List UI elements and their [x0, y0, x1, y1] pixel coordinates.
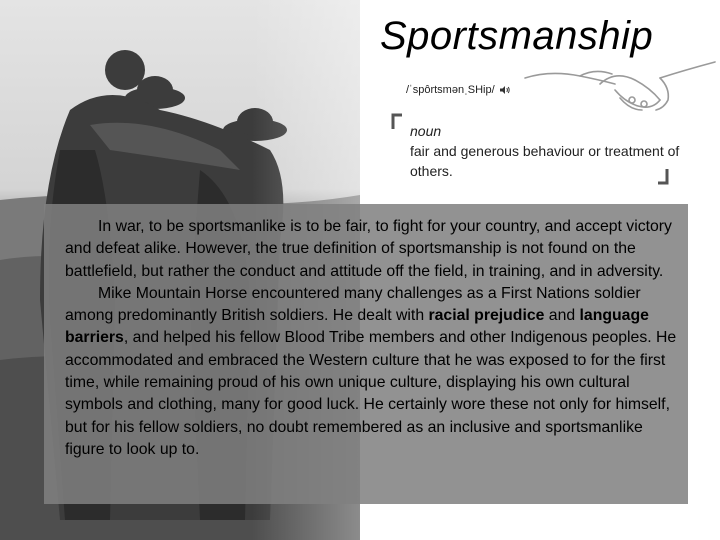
essay-bold-racial-prejudice: racial prejudice	[428, 307, 545, 325]
essay-paragraph-1: In war, to be sportsmanlike is to be fair, to fight for your country, and accept victory and defeat alike. However, the true definition of sportsmanship is not found on the battlefield, but rather the conduct and attitude off the field, in training, and in adversity.	[65, 218, 672, 280]
pronunciation-text: /ˈspôrtsmənˌSHip/	[406, 84, 495, 96]
speaker-icon[interactable]	[499, 85, 511, 95]
essay-p2-part3: , and helped his fellow Blood Tribe members and other Indigenous peoples. He accommodated and embraced the Western culture that he was exposed to for the first time, while remaining proud of his own unique culture, displaying his own cultural symbols and clothing, many for good luck. He certainly wore these not only for himself, but for his fellow soldiers, no doubt remembered as an inclusive and sportsmanlike figure to look up to.	[65, 329, 677, 458]
essay-bold-language-barriers: language barriers	[65, 307, 649, 347]
quote-open-icon	[391, 113, 403, 129]
essay-paragraph-2	[65, 283, 685, 461]
handshake-icon	[520, 40, 720, 115]
essay-p2-part1: Mike Mountain Horse encountered many challenges as a First Nations soldier among predominantly British soldiers. He dealt with	[65, 284, 641, 325]
slide-title: Sportsmanship	[380, 14, 654, 58]
pronunciation	[406, 84, 511, 96]
essay-p2-part2: and	[544, 307, 580, 325]
part-of-speech: noun	[410, 123, 442, 139]
essay-text	[65, 216, 685, 461]
definition	[410, 121, 720, 181]
definition-meaning: fair and generous behaviour or treatment of others.	[410, 143, 680, 179]
